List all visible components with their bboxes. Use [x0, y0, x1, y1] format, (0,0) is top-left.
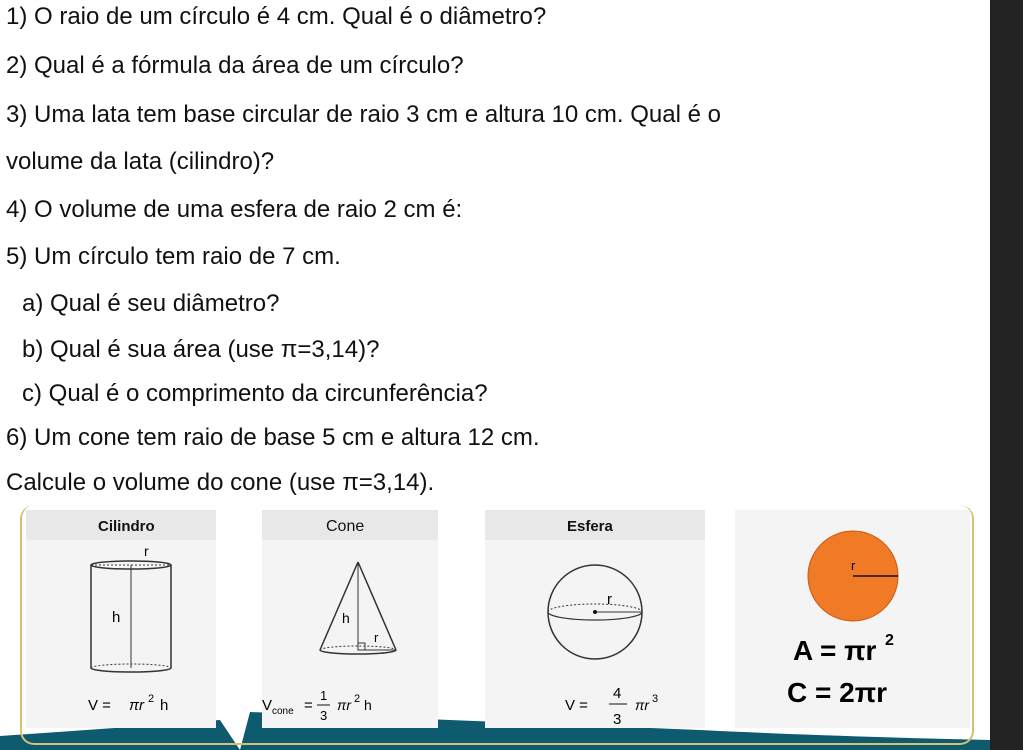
cylinder-panel: [26, 510, 216, 728]
sphere-formula-v: V =: [565, 697, 588, 714]
question-6-line2: Calcule o volume do cone (use π=3,14).: [6, 469, 435, 496]
cone-frac-den: 3: [320, 708, 328, 723]
cone-formula-pi: πr: [337, 697, 352, 713]
circle-radius-label: r: [851, 558, 856, 573]
cone-formula-eq: =: [304, 697, 313, 714]
cylinder-formula-h: h: [160, 697, 169, 714]
sphere-frac-num: 4: [613, 685, 622, 702]
cone-formula-v: V: [262, 697, 273, 714]
circle-panel: [735, 510, 970, 728]
question-2: 2) Qual é a fórmula da área de um círculo?: [6, 52, 464, 79]
question-6-line1: 6) Um cone tem raio de base 5 cm e altura 12 cm.: [6, 424, 540, 451]
cylinder-figure: [26, 540, 216, 728]
cylinder-formula-exp: 2: [148, 693, 155, 705]
cylinder-formula-pi: πr: [129, 697, 145, 714]
circle-circumference-formula: C = 2πr: [787, 677, 888, 708]
cylinder-radius-label: r: [144, 543, 149, 559]
question-5: 5) Um círculo tem raio de 7 cm.: [6, 243, 341, 270]
cylinder-height-label: h: [112, 609, 121, 626]
cone-frac-num: 1: [320, 688, 328, 703]
circle-area-formula: A = πr: [793, 635, 877, 666]
cone-formula-h: h: [364, 697, 372, 713]
cone-panel: [262, 510, 438, 728]
cone-height-label: h: [342, 610, 350, 626]
cone-formula-exp: 2: [354, 693, 361, 705]
sphere-frac-den: 3: [613, 711, 622, 728]
question-5b: b) Qual é sua área (use π=3,14)?: [22, 336, 380, 363]
cone-title: Cone: [326, 518, 365, 535]
question-5a: a) Qual é seu diâmetro?: [22, 290, 280, 317]
cone-figure: [262, 540, 438, 728]
question-1: 1) O raio de um círculo é 4 cm. Qual é o diâmetro?: [6, 3, 547, 30]
circle-figure: [735, 510, 970, 728]
sphere-title: Esfera: [567, 518, 613, 535]
sphere-formula-exp: 3: [652, 693, 659, 705]
cone-formula-sub: cone: [272, 706, 294, 717]
circle-area-exp: 2: [885, 632, 894, 649]
cylinder-title: Cilindro: [98, 518, 155, 535]
question-3-line1: 3) Uma lata tem base circular de raio 3 cm e altura 10 cm. Qual é o: [6, 101, 721, 128]
cylinder-formula-v: V =: [88, 697, 111, 714]
cone-radius-label: r: [374, 630, 379, 645]
question-3-line2: volume da lata (cilindro)?: [6, 148, 275, 175]
question-4: 4) O volume de uma esfera de raio 2 cm é:: [6, 196, 463, 223]
right-edge-bar: [990, 0, 1023, 750]
question-5c: c) Qual é o comprimento da circunferência?: [22, 380, 488, 407]
sphere-panel: [485, 510, 705, 728]
sphere-radius-label: r: [607, 591, 612, 608]
sphere-formula-pi: πr: [635, 697, 650, 713]
sphere-figure: [485, 540, 705, 728]
